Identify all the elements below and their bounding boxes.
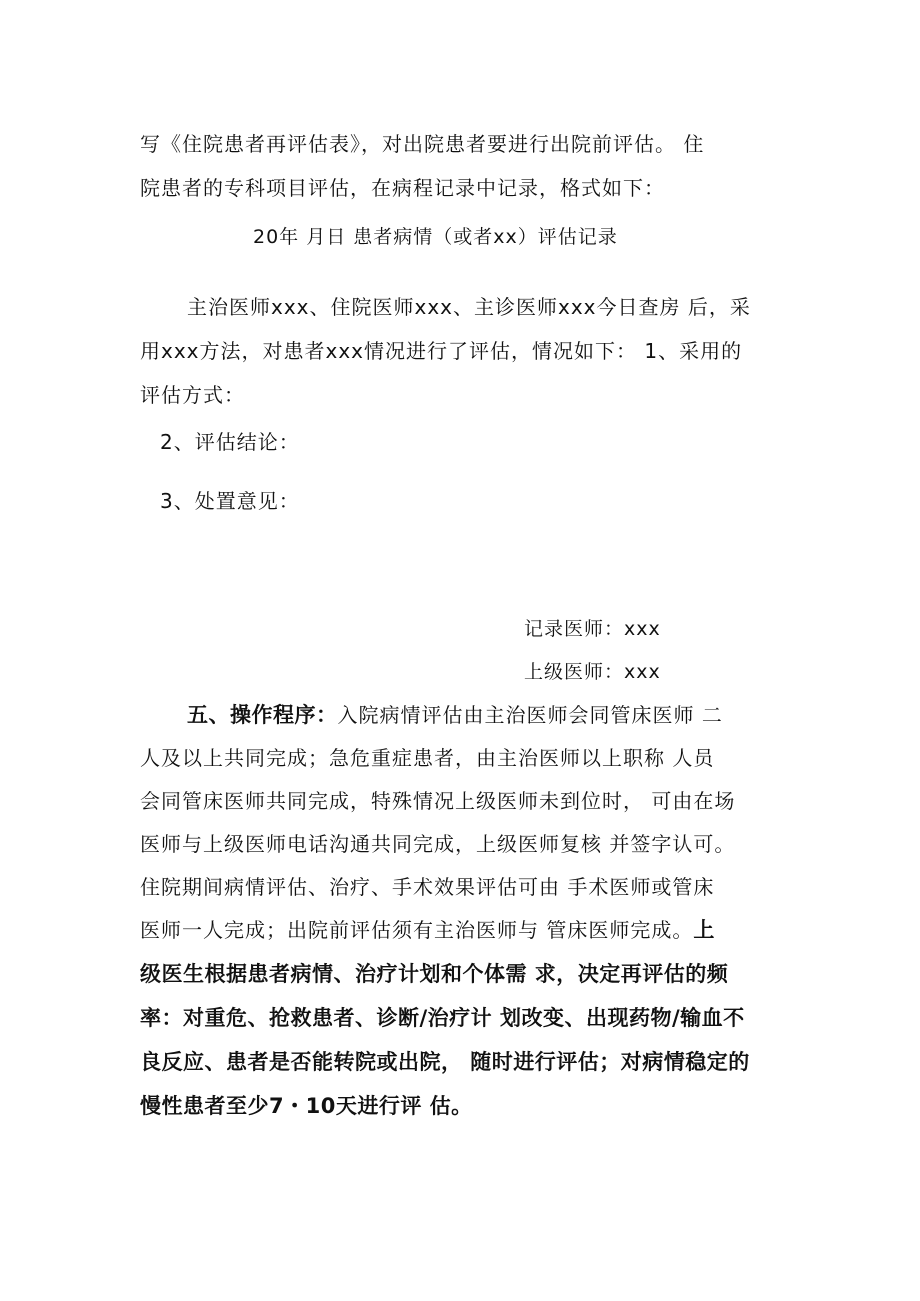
record-body-line-3: 评估方式： bbox=[140, 383, 245, 407]
section-five-first-line-text: 入院病情评估由主治医师会同管床医师 二 bbox=[337, 703, 723, 727]
section-five-first-line bbox=[187, 700, 723, 730]
section-five-line: 人及以上共同完成；急危重症患者，由主治医师以上职称 人员 bbox=[140, 746, 715, 770]
item-2: 2、评估结论： bbox=[160, 430, 300, 454]
section-five-line: 医师与上级医师电话沟通共同完成，上级医师复核 并签字认可。 bbox=[140, 832, 736, 856]
section-five-heading: 五、操作程序： bbox=[187, 703, 338, 727]
record-body-line-1: 主治医师xxx、住院医师xxx、主诊医师xxx今日查房 后，采 bbox=[187, 295, 751, 319]
section-five-bold-line: 率：对重危、抢救患者、诊断/治疗计 划改变、出现药物/输血不 bbox=[140, 1006, 745, 1030]
record-title: 20年 月日 患者病情（或者xx）评估记录 bbox=[253, 226, 618, 248]
intro-line-1: 写《住院患者再评估表》，对出院患者要进行出院前评估。 住 bbox=[140, 132, 705, 156]
section-five-line: 住院期间病情评估、治疗、手术效果评估可由 手术医师或管床 bbox=[140, 875, 715, 899]
section-five-mixed-line bbox=[140, 915, 715, 945]
signature-recorder: 记录医师：xxx bbox=[524, 618, 661, 640]
section-five-bold-line: 良反应、患者是否能转院或出院， 随时进行评估；对病情稳定的 bbox=[140, 1050, 750, 1074]
signature-superior: 上级医师：xxx bbox=[524, 661, 661, 683]
section-five-bold-line: 级医生根据患者病情、治疗计划和个体需 求，决定再评估的频 bbox=[140, 962, 729, 986]
section-five-bold-line: 慢性患者至少7・10天进行评 估。 bbox=[140, 1094, 473, 1118]
section-five-mixed-normal: 医师一人完成；出院前评估须有主治医师与 管床医师完成。 bbox=[140, 918, 694, 942]
record-body-line-2: 用xxx方法，对患者xxx情况进行了评估，情况如下： 1、采用的 bbox=[140, 339, 743, 363]
section-five-line: 会同管床医师共同完成，特殊情况上级医师未到位时， 可由在场 bbox=[140, 789, 736, 813]
item-3: 3、处置意见： bbox=[160, 489, 300, 513]
intro-line-2: 院患者的专科项目评估，在病程记录中记录，格式如下： bbox=[140, 176, 665, 200]
section-five-mixed-bold: 上 bbox=[693, 918, 715, 942]
